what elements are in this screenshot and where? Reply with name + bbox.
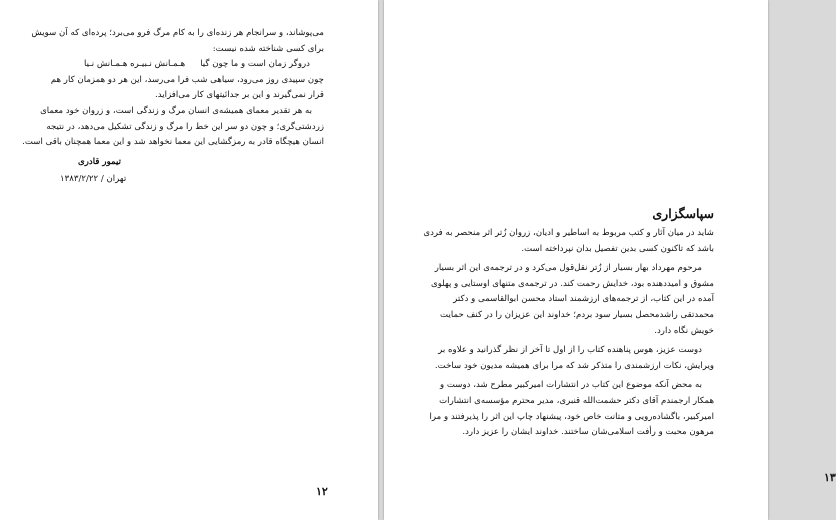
left-p3-line-1: به هر تقدیر معمای همیشه‌ی انسان مرگ و زندگی است، و زروان خود معمای bbox=[40, 105, 312, 116]
right-p3-line-2: ویرایش، نکات ارزشمندی را متذکر شد که مرا برای همیشه مدیون خود ساخت. bbox=[434, 360, 714, 371]
poem-verse bbox=[60, 57, 324, 73]
right-p1-line-1: شاید در میان آثار و کتب مربوط به اساطیر و ادیان، زروان زُتر اثر منحصر به فردی bbox=[423, 228, 714, 238]
section-heading: سپاسگزاری bbox=[652, 206, 714, 221]
page-number-left: ۱۲ bbox=[316, 485, 328, 498]
left-p3-line-2: زردشتی‌گری؛ و چون دو سر این خط را مرگ و زندگی تشکیل می‌دهد، در نتیجه bbox=[46, 121, 324, 132]
right-p1-line-2: باشد که تاکنون کسی بدین تفصیل بدان نپرداخته است. bbox=[521, 243, 714, 254]
right-p2-line-3: آمده در این کتاب، از ترجمه‌های ارزشمند استاد محسن ابوالقاسمی و دکتر bbox=[453, 294, 714, 305]
signature-date: تهران / ۱۳۸۳/۲/۲۲ bbox=[60, 174, 127, 185]
right-p2-line-5: خویش نگاه دارد. bbox=[654, 325, 714, 336]
left-p1-line-2: برای کسی شناخته شده نیست: bbox=[212, 43, 324, 54]
right-p3-line-1: دوست عزیز، هوس پناهنده کتاب را از اول تا آخر از نظر گذرانید و علاوه بر bbox=[438, 345, 702, 356]
left-p1-line-1: می‌پوشاند، و سرانجام هر زنده‌ای را به کام مرگ فرو می‌برد؛ پرده‌ای که آن سویش bbox=[31, 28, 324, 38]
right-p4-line-2: همکار ارجمندم آقای دکتر حشمت‌الله قنبری، مدیر محترم مؤسسه‌ی انتشارات bbox=[439, 395, 714, 406]
left-page-body bbox=[22, 26, 324, 188]
signature-name: تیمور قادری bbox=[78, 156, 121, 167]
right-page bbox=[384, 0, 836, 520]
left-p2-line-1: چون سپیدی روز می‌رود، سیاهی شب فرا می‌رسد، این هر دو همزمان کار هم bbox=[50, 74, 324, 85]
left-p3-line-3: انسان هیچگاه قادر به رمزگشایی این معما نخواهد شد و این معما همچنان باقی است. bbox=[22, 137, 324, 148]
left-page bbox=[0, 0, 378, 520]
right-p4-line-4: مرهون محبت و رأفت اسلامی‌شان ساختند. خداوند ایشان را عزیز دارد. bbox=[462, 427, 714, 438]
verse-half-1: دروگر زمان است و ما چون گیا bbox=[200, 59, 310, 70]
verse-half-2: هـمـانش نـبیـره هـمـانش نـیا bbox=[84, 59, 186, 70]
right-p4-line-1: به محض آنکه موضوع این کتاب در انتشارات امیرکبیر مطرح شد، دوست و bbox=[439, 380, 702, 391]
right-page-body bbox=[423, 226, 714, 441]
right-p2-line-1: مرحوم مهرداد بهار بسیار از زُتر نقل‌قول می‌کرد و در ترجمه‌ی این اثر بسیار bbox=[434, 263, 702, 274]
right-p4-line-3: امیرکبیر، باگشاده‌رویی و متانت خاص خود، پیشنهاد چاپ این اثر را پذیرفتند و مرا bbox=[429, 411, 714, 422]
left-p2-line-2: قرار نمی‌گیرند و این بر جدائیتهای کار می‌افزاید. bbox=[155, 90, 324, 101]
right-p2-line-4: محمدتقی راشدمحصل بسیار سود بردم؛ خداوند این عزیزان را در کنف حمایت bbox=[440, 309, 714, 320]
right-p2-line-2: مشوق و امیددهنده بود، خدایش رحمت کند. در ترجمه‌ی متنهای اوستایی و پهلوی bbox=[431, 278, 714, 289]
page-number-right: ۱۳ bbox=[824, 471, 836, 484]
